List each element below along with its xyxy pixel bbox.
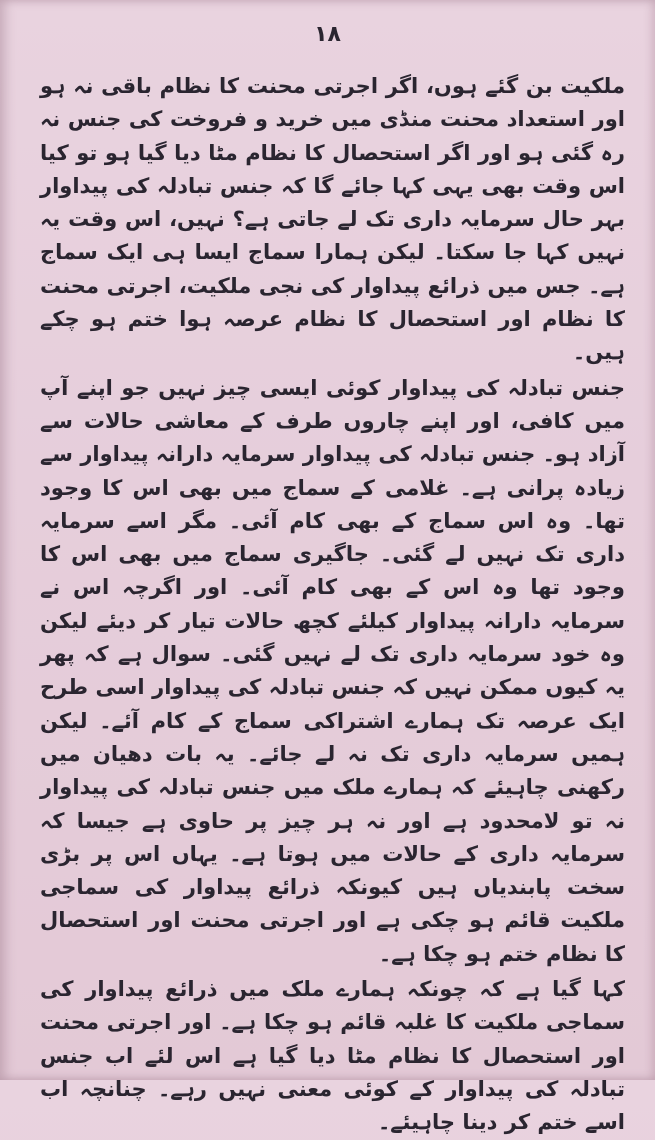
paragraph-2: جنس تبادلہ کی پیداوار کوئی ایسی چیز نہیں جو اپنے آپ میں کافی، اور اپنے چاروں طرف کے معاشی حالات سے آزاد ہو۔ جنس تبادلہ کی پیداوار سرمایہ دارانہ پیداوار سے زیادہ پرانی ہے۔ غلامی کے سماج میں بھی اس کا وجود تھا۔ وہ اس سماج کے بھی کام آئی۔ مگر اسے سرمایہ داری تک نہیں لے گئی۔ جاگیری سماج میں بھی اس کا وجود تھا وہ اس کے بھی کام آئی۔ اور اگرچہ اس نے سرمایہ دارانہ پیداوار کیلئے کچھ حالات تیار کر دیئے لیکن وہ خود سرمایہ داری تک لے نہیں گئی۔ سوال ہے کہ پھر یہ کیوں ممکن نہیں کہ جنس تبادلہ کی پیداوار اسی طرح ایک عرصہ تک ہمارے اشتراکی سماج کے کام آئے۔ لیکن ہمیں سرمایہ داری تک نہ لے جائے۔ یہ بات دھیان میں رکھنی چاہیئے کہ ہمارے ملک میں جنس تبادلہ کی پیداوار نہ تو لامحدود ہے اور نہ ہر چیز پر حاوی ہے جیسا کہ سرمایہ داری کے حالات میں ہوتا ہے۔ یہاں اس پر بڑی سخت پابندیاں ہیں کیونکہ ذرائع پیداوار کی سماجی ملکیت قائم ہو چکی ہے اور اجرتی محنت اور استحصال کا نظام ختم ہو چکا ہے۔ xyxy=(40,375,625,966)
body-text xyxy=(40,70,625,1140)
page-number: ۱۸ xyxy=(314,22,341,47)
paragraph-3: کہا گیا ہے کہ چونکہ ہمارے ملک میں ذرائع پیداوار کی سماجی ملکیت کا غلبہ قائم ہو چکا ہے۔ اور اجرتی محنت اور استحصال کا نظام مٹا دیا گیا ہے اس لئے اب جنس تبادلہ کی پیداوار کے کوئی معنی نہیں رہے۔ چنانچہ اب اسے ختم کر دینا چاہیئے۔ xyxy=(40,977,625,1135)
paragraph-1: ملکیت بن گئے ہوں، اگر اجرتی محنت کا نظام باقی نہ ہو اور استعداد محنت منڈی میں خرید و فروخت کی جنس نہ رہ گئی ہو اور اگر استحصال کا نظام مٹا دیا گیا ہو تو کیا اس وقت بھی یہی کہا جائے گا کہ جنس تبادلہ کی پیداوار بہر حال سرمایہ داری تک لے جاتی ہے؟ نہیں، اس وقت یہ نہیں کہا جا سکتا۔ لیکن ہمارا سماج ایسا ہی ایک سماج ہے۔ جس میں ذرائع پیداوار کی نجی ملکیت، اجرتی محنت کا نظام اور استحصال کا نظام عرصہ ہوا ختم ہو چکے ہیں۔ xyxy=(40,74,625,365)
